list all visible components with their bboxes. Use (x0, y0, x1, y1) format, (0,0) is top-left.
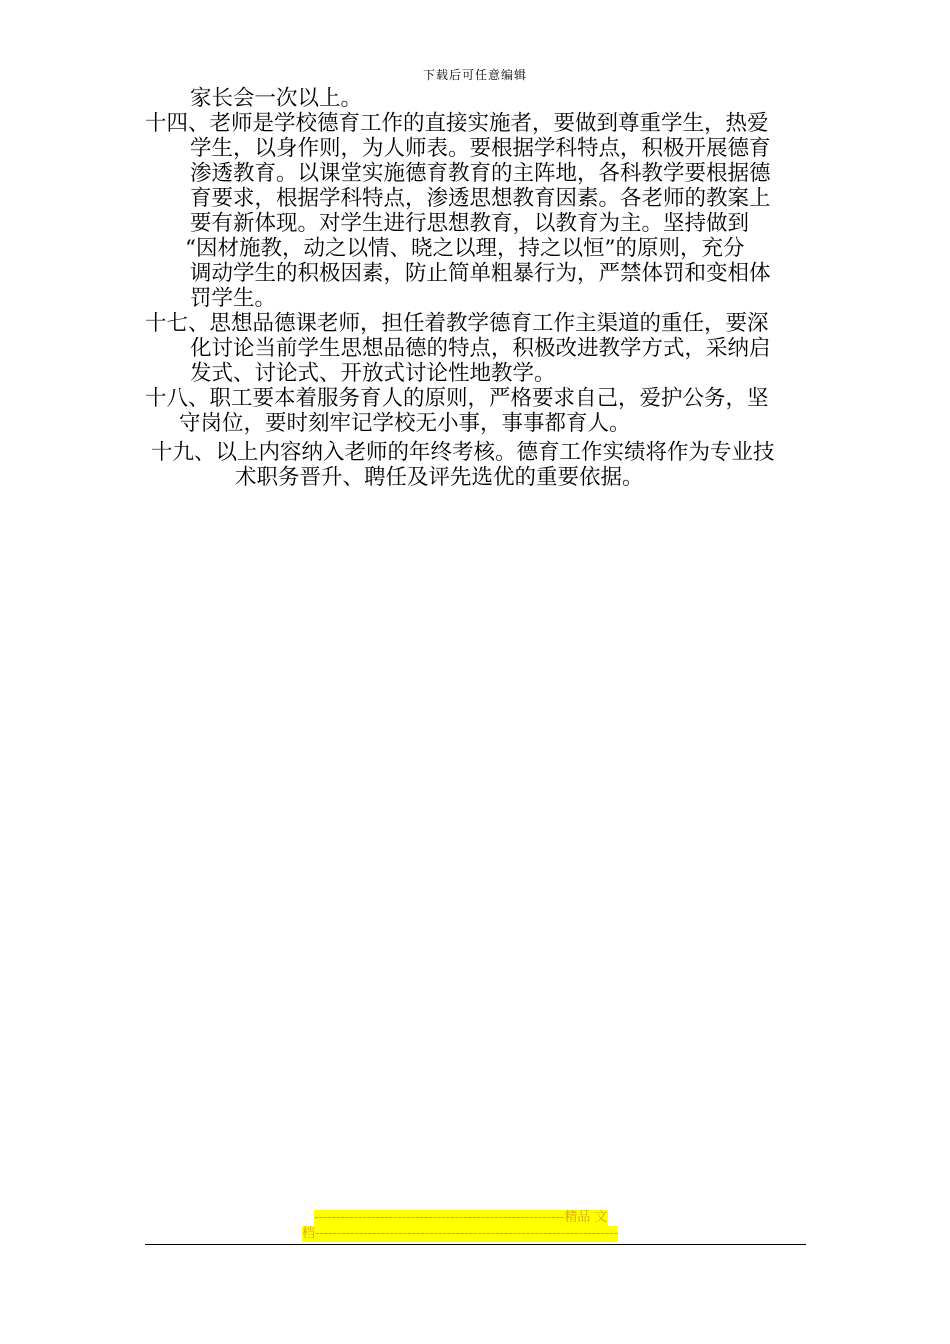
clause-14-line: 育要求，根据学科特点，渗透思想教育因素。各老师的教案上 (190, 186, 771, 211)
clause-14-line: 罚学生。 (190, 286, 277, 311)
clause-14 (145, 111, 810, 311)
clause-19-first-line: 十九、以上内容纳入老师的年终考核。德育工作实绩将作为专业技 (151, 440, 775, 465)
clause-18-line: 守岗位，要时刻牢记学校无小事，事事都育人。 (179, 411, 631, 436)
document-body (145, 86, 810, 490)
clause-17 (145, 311, 810, 386)
clause-14-line: 学生，以身作则，为人师表。要根据学科特点，积极开展德育 (190, 136, 771, 161)
continuation-line: 家长会一次以上。 (190, 86, 363, 111)
footer-rule (145, 1244, 806, 1245)
footer-line-2: 档--------------------------------------------------------------------- (302, 1226, 619, 1241)
clause-19-line: 术职务晋升、聘任及评先选优的重要依据。 (235, 465, 644, 490)
clause-18-first-line: 十八、职工要本着服务育人的原则，严格要求自己，爱护公务，坚 (145, 386, 769, 411)
clause-14-line: “因材施教，动之以情、晓之以理，持之以恒”的原则，充分 (185, 236, 745, 261)
clause-17-line: 发式、讨论式、开放式讨论性地教学。 (190, 361, 556, 386)
clause-14-line: 调动学生的积极因素，防止简单粗暴行为，严禁体罚和变相体 (190, 261, 771, 286)
clause-14-line: 渗透教育。以课堂实施德育教育的主阵地，各科教学要根据德 (190, 161, 771, 186)
clause-17-line: 化讨论当前学生思想品德的特点，积极改进教学方式，采纳启 (190, 336, 771, 361)
clause-18 (145, 386, 810, 436)
footer-line-1: ---------------------------------------------------------精品 文 (314, 1210, 608, 1225)
clause-19 (145, 440, 810, 490)
clause-14-first-line: 十四、老师是学校德育工作的直接实施者，要做到尊重学生，热爱 (145, 111, 769, 136)
clause-17-first-line: 十七、思想品德课老师，担任着教学德育工作主渠道的重任，要深 (145, 311, 769, 336)
page-header: 下载后可任意编辑 (422, 68, 527, 82)
clause-14-line: 要有新体现。对学生进行思想教育，以教育为主。坚持做到 (190, 211, 750, 236)
